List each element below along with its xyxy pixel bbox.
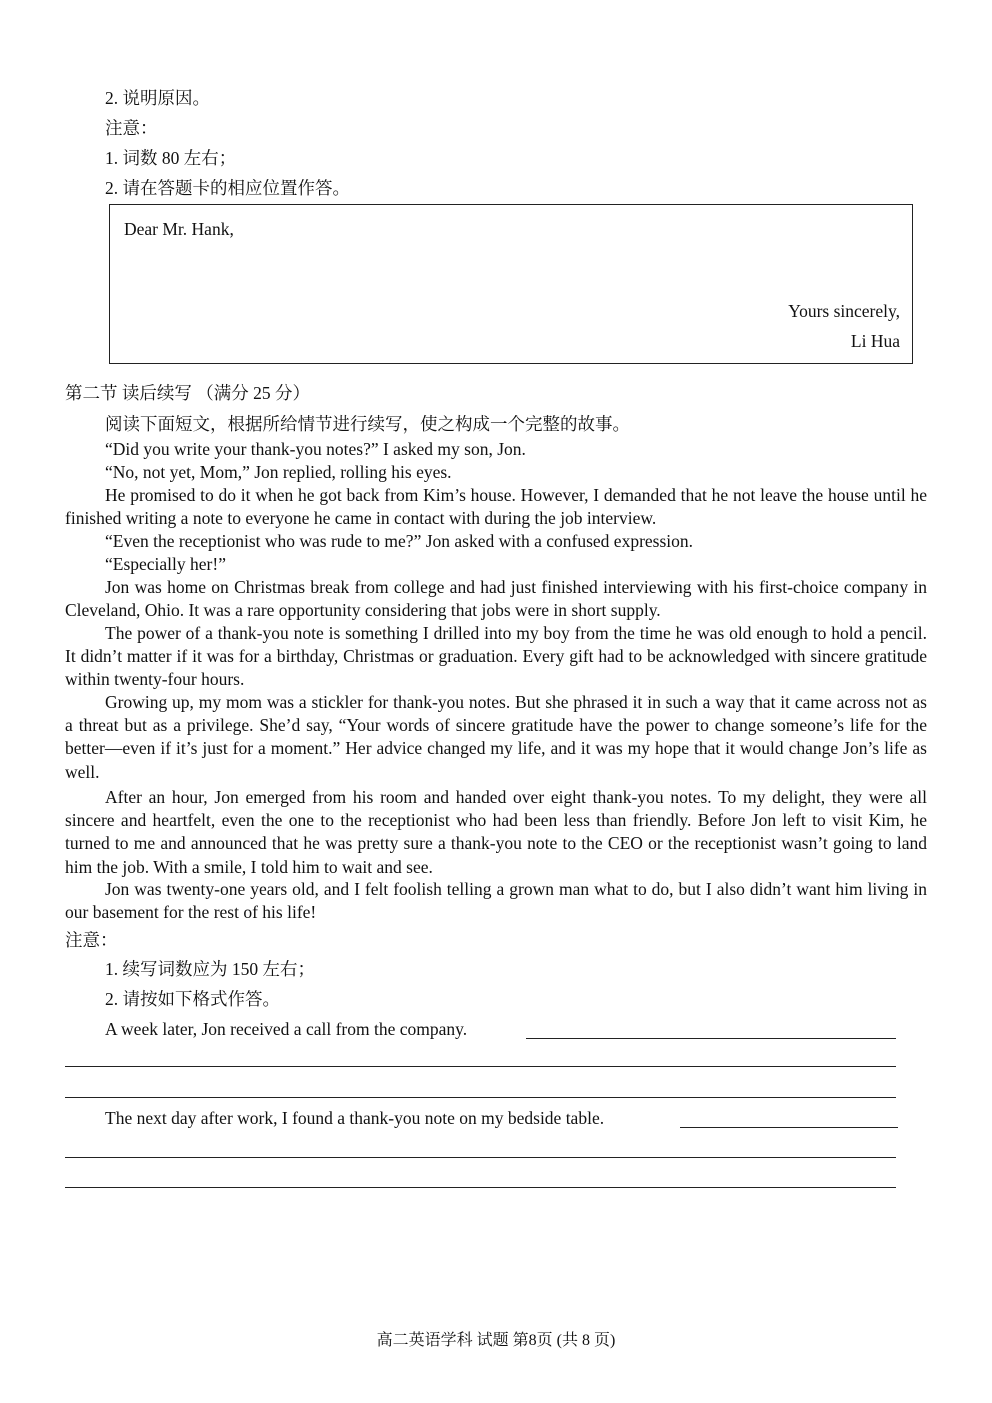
section-heading: 第二节 读后续写 （满分 25 分）: [65, 383, 310, 403]
story-paragraph: Jon was twenty-one years old, and I felt foolish telling a grown man what to do, but I also didn’t want him living in our basement for the rest of his life!: [65, 879, 927, 923]
story-paragraph: “No, not yet, Mom,” Jon replied, rolling his eyes.: [105, 462, 452, 482]
task-item-2: 2. 说明原因。: [105, 88, 210, 108]
section-instruction: 阅读下面短文，根据所给情节进行续写，使之构成一个完整的故事。: [105, 414, 630, 434]
story-paragraph: Growing up, my mom was a stickler for thank-you notes. But she phrased it in such a way that it came across not as a threat but as a privilege. She’d say, “Your words of sincere gratitude have the power to change someone’s life for the better—even if it’s just for a moment.” Her advice changed my life, and it was my hope that it would change Jon’s life as well.: [65, 692, 927, 782]
story-paragraph: “Did you write your thank-you notes?” I asked my son, Jon.: [105, 439, 526, 459]
note-word-count: 1. 词数 80 左右；: [105, 148, 237, 168]
story-paragraph: “Especially her!”: [105, 554, 226, 574]
notes-label-2: 注意：: [65, 930, 118, 950]
page-footer: 高二英语学科 试题 第8页 (共 8 页): [376, 1332, 616, 1349]
letter-closing: Yours sincerely,: [788, 301, 900, 321]
letter-greeting: Dear Mr. Hank,: [124, 219, 234, 239]
letter-signature: Li Hua: [850, 331, 900, 351]
story-paragraph: The power of a thank-you note is something I drilled into my boy from the time he was old enough to hold a pencil. It didn’t matter if it was for a birthday, Christmas or graduation. Every gift had to be acknowledged with sincere gratitude within twenty-four hours.: [65, 623, 927, 690]
answer-line[interactable]: [65, 1066, 896, 1067]
story-paragraph: After an hour, Jon emerged from his room and handed over eight thank-you notes. To my delight, they were all sincere and heartfelt, even the one to the receptionist who had been less than friendly. Before Jon left to visit Kim, he turned to me and announced that he was pretty sure a thank-you note to the CEO or the receptionist wasn’t going to land him the job. With a smile, I told him to wait and see.: [65, 787, 927, 877]
note-continuation-word-count: 1. 续写词数应为 150 左右；: [105, 959, 315, 979]
answer-line[interactable]: [65, 1157, 896, 1158]
story-paragraph: He promised to do it when he got back from Kim’s house. However, I demanded that he not leave the house until he finished writing a note to everyone he came in contact with during the job interview.: [65, 485, 927, 529]
answer-line[interactable]: [526, 1038, 896, 1039]
note-answer-location: 2. 请在答题卡的相应位置作答。: [105, 178, 350, 198]
letter-answer-box: [109, 204, 913, 364]
story-paragraph: Jon was home on Christmas break from college and had just finished interviewing with his first-choice company in Cleveland, Ohio. It was a rare opportunity considering that jobs were in short supply.: [65, 577, 927, 621]
continuation-prompt-2: The next day after work, I found a thank-you note on my bedside table.: [105, 1108, 605, 1128]
story-paragraph: “Even the receptionist who was rude to me?” Jon asked with a confused expression.: [105, 531, 694, 551]
answer-line[interactable]: [65, 1187, 896, 1188]
note-format: 2. 请按如下格式作答。: [105, 989, 280, 1009]
answer-line[interactable]: [65, 1097, 896, 1098]
continuation-prompt-1: A week later, Jon received a call from the company.: [105, 1019, 468, 1039]
notes-label: 注意：: [105, 118, 158, 138]
answer-line[interactable]: [680, 1127, 898, 1128]
